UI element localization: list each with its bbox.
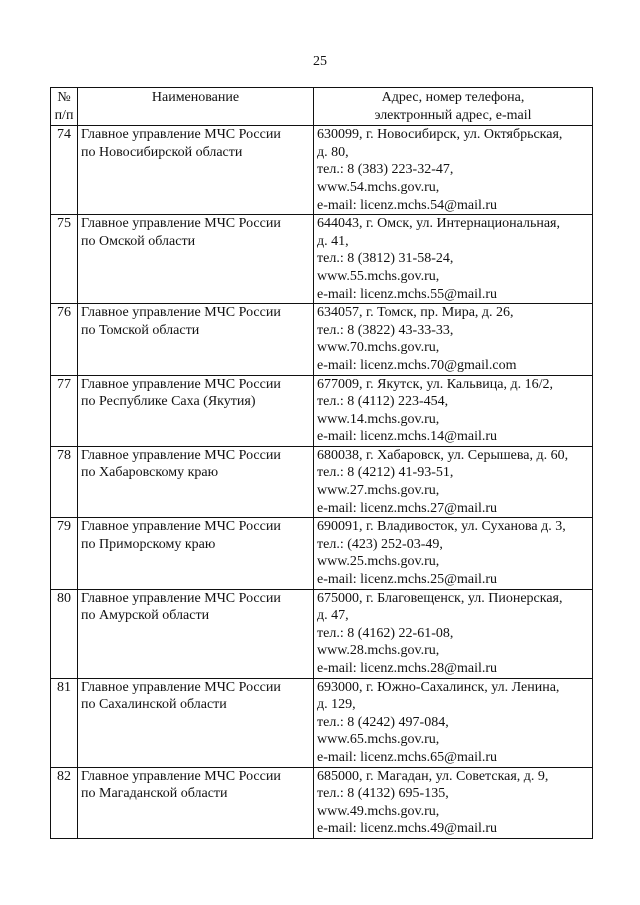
row-name	[78, 518, 314, 589]
row-number: 76	[51, 304, 78, 375]
address-line: 630099, г. Новосибирск, ул. Октябрьская,	[317, 127, 563, 143]
address-line: д. 129,	[317, 697, 356, 713]
address-line: 685000, г. Магадан, ул. Советская, д. 9,	[317, 768, 549, 784]
address-line: www.49.mchs.gov.ru,	[317, 803, 440, 819]
address-line: тел.: 8 (3822) 43-33-33,	[317, 322, 454, 338]
address-line: e-mail: licenz.mchs.65@mail.ru	[317, 749, 498, 765]
address-line: 644043, г. Омск, ул. Интернациональная,	[317, 216, 560, 232]
row-name	[78, 678, 314, 767]
row-name	[78, 446, 314, 517]
row-name	[78, 589, 314, 678]
row-number: 78	[51, 446, 78, 517]
name-line: Главное управление МЧС России	[81, 679, 281, 695]
name-line: по Омской области	[81, 233, 196, 249]
address-line: www.28.mchs.gov.ru,	[317, 643, 440, 659]
address-line: www.27.mchs.gov.ru,	[317, 483, 440, 499]
row-number: 81	[51, 678, 78, 767]
row-address	[314, 589, 593, 678]
address-line: тел.: (423) 252-03-49,	[317, 536, 443, 552]
address-line: e-mail: licenz.mchs.27@mail.ru	[317, 500, 498, 516]
row-name	[78, 126, 314, 215]
row-address	[314, 518, 593, 589]
registry-table	[50, 87, 593, 839]
row-number: 82	[51, 767, 78, 838]
row-name	[78, 215, 314, 304]
address-line: тел.: 8 (4242) 497-084,	[317, 714, 449, 730]
address-line: e-mail: licenz.mchs.25@mail.ru	[317, 572, 498, 588]
header-num-line2: п/п	[54, 107, 74, 123]
row-number: 80	[51, 589, 78, 678]
address-line: тел.: 8 (4162) 22-61-08,	[317, 625, 454, 641]
address-line: www.25.mchs.gov.ru,	[317, 554, 440, 570]
table-row	[51, 518, 593, 589]
name-line: по Хабаровскому краю	[81, 465, 219, 481]
table-row	[51, 767, 593, 838]
header-address-line2: электронный адрес, e-mail	[374, 107, 532, 123]
address-line: e-mail: licenz.mchs.54@mail.ru	[317, 197, 498, 213]
name-line: по Сахалинской области	[81, 697, 227, 713]
row-number: 75	[51, 215, 78, 304]
page-number: 25	[313, 54, 327, 69]
address-line: www.65.mchs.gov.ru,	[317, 732, 440, 748]
row-address	[314, 126, 593, 215]
name-line: по Амурской области	[81, 608, 210, 624]
address-line: e-mail: licenz.mchs.14@mail.ru	[317, 429, 498, 445]
name-line: Главное управление МЧС России	[81, 519, 281, 535]
row-name	[78, 375, 314, 446]
address-line: д. 47,	[317, 608, 349, 624]
address-line: e-mail: licenz.mchs.49@mail.ru	[317, 821, 498, 837]
address-line: e-mail: licenz.mchs.28@mail.ru	[317, 661, 498, 676]
address-line: www.55.mchs.gov.ru,	[317, 268, 440, 284]
header-num-line1: №	[57, 90, 71, 105]
address-line: e-mail: licenz.mchs.70@gmail.com	[317, 357, 517, 373]
name-line: по Томской области	[81, 322, 200, 338]
name-line: Главное управление МЧС России	[81, 305, 281, 321]
table-row	[51, 126, 593, 215]
address-line: 675000, г. Благовещенск, ул. Пионерская,	[317, 590, 563, 606]
row-name	[78, 767, 314, 838]
address-line: д. 41,	[317, 233, 349, 249]
address-line: тел.: 8 (3812) 31-58-24,	[317, 251, 454, 267]
table-header-row	[51, 88, 593, 126]
row-number: 77	[51, 375, 78, 446]
address-line: тел.: 8 (4112) 223-454,	[317, 394, 449, 410]
row-name	[78, 304, 314, 375]
table-body	[51, 126, 593, 839]
row-number: 79	[51, 518, 78, 589]
header-name-text: Наименование	[151, 90, 240, 105]
name-line: по Приморскому краю	[81, 536, 216, 552]
table-row	[51, 375, 593, 446]
address-line: 634057, г. Томск, пр. Мира, д. 26,	[317, 305, 514, 321]
address-line: e-mail: licenz.mchs.55@mail.ru	[317, 286, 498, 302]
table-row	[51, 678, 593, 767]
name-line: по Магаданской области	[81, 786, 228, 802]
row-address	[314, 375, 593, 446]
table-row	[51, 446, 593, 517]
name-line: по Республике Саха (Якутия)	[81, 394, 256, 410]
address-line: 680038, г. Хабаровск, ул. Серышева, д. 60,	[317, 447, 569, 463]
address-line: www.14.mchs.gov.ru,	[317, 411, 440, 427]
row-address	[314, 767, 593, 838]
row-number: 74	[51, 126, 78, 215]
name-line: Главное управление МЧС России	[81, 768, 281, 784]
address-line: тел.: 8 (4212) 41-93-51,	[317, 465, 454, 481]
header-num	[51, 88, 78, 126]
row-address	[314, 304, 593, 375]
name-line: Главное управление МЧС России	[81, 216, 281, 232]
name-line: Главное управление МЧС России	[81, 127, 281, 143]
header-name	[78, 88, 314, 126]
address-line: 677009, г. Якутск, ул. Кальвица, д. 16/2,	[317, 376, 553, 392]
address-line: 693000, г. Южно-Сахалинск, ул. Ленина,	[317, 679, 560, 695]
name-line: Главное управление МЧС России	[81, 376, 281, 392]
address-line: д. 80,	[317, 144, 349, 160]
table-row	[51, 304, 593, 375]
name-line: Главное управление МЧС России	[81, 447, 281, 463]
header-address-line1: Адрес, номер телефона,	[381, 90, 525, 105]
header-address	[314, 88, 593, 126]
address-line: 690091, г. Владивосток, ул. Суханова д. 3,	[317, 519, 566, 535]
row-address	[314, 678, 593, 767]
name-line: по Новосибирской области	[81, 144, 243, 160]
table-row	[51, 589, 593, 678]
name-line: Главное управление МЧС России	[81, 590, 281, 606]
table-row	[51, 215, 593, 304]
row-address	[314, 215, 593, 304]
address-line: www.54.mchs.gov.ru,	[317, 179, 440, 195]
address-line: тел.: 8 (4132) 695-135,	[317, 786, 449, 802]
row-address	[314, 446, 593, 517]
address-line: тел.: 8 (383) 223-32-47,	[317, 162, 454, 178]
address-line: www.70.mchs.gov.ru,	[317, 340, 440, 356]
